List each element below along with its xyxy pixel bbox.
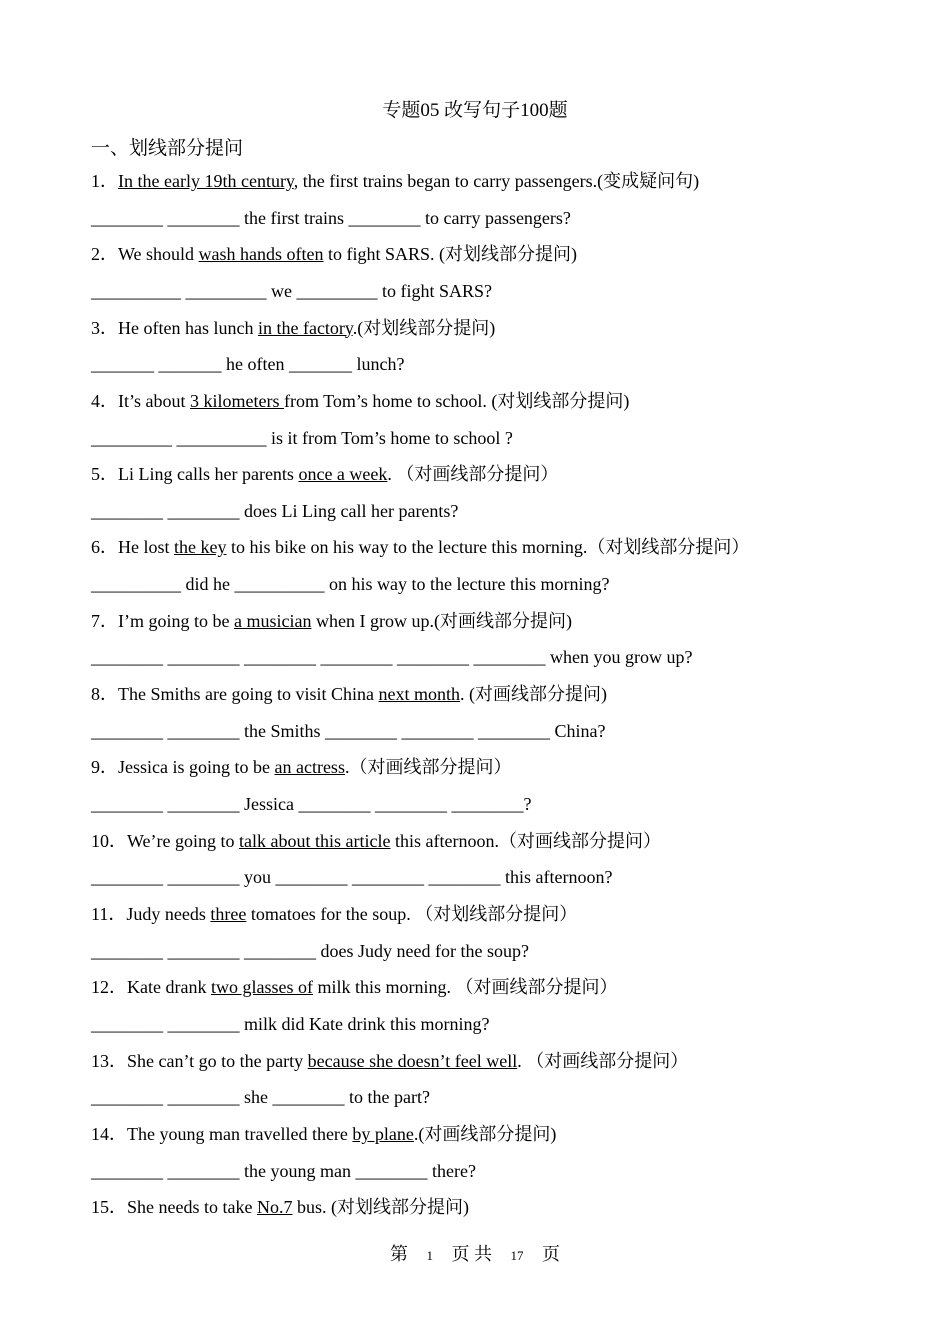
sentence-text: We should: [118, 244, 199, 265]
question-list: [91, 168, 891, 1267]
sentence-text: milk this morning. （对画线部分提问）: [312, 977, 618, 998]
answer-blank-line: __________ _________ we _________ to fight SARS?: [91, 280, 493, 301]
footer-page-number: 1: [426, 1248, 433, 1263]
underlined-phrase: two glasses of: [210, 977, 313, 998]
sentence-text: . （对画线部分提问）: [387, 464, 559, 485]
question-item: [91, 901, 891, 974]
underlined-phrase: by plane: [352, 1123, 414, 1144]
sentence-text: I’m going to be: [118, 610, 234, 631]
question-sentence: [91, 241, 891, 278]
question-sentence: [91, 1194, 891, 1231]
underlined-phrase: an actress: [274, 757, 345, 778]
sentence-text: .(对划线部分提问): [352, 317, 496, 338]
question-item: [91, 461, 891, 534]
page-footer: [0, 1240, 950, 1266]
question-sentence: [91, 461, 891, 498]
underlined-phrase: next month: [378, 684, 460, 705]
question-number: 12．: [91, 977, 127, 998]
question-sentence: [91, 1121, 891, 1158]
sentence-text: She can’t go to the party: [127, 1050, 308, 1071]
underlined-phrase: once a week: [298, 464, 388, 485]
underlined-phrase: wash hands often: [198, 244, 324, 265]
answer-blank-line: ________ ________ Jessica ________ ________ ________?: [91, 794, 532, 815]
footer-total-pages: 17: [510, 1248, 524, 1263]
question-item: [91, 1048, 891, 1121]
question-item: [91, 608, 891, 681]
question-sentence: [91, 901, 891, 938]
answer-blank-line: ________ ________ the Smiths ________ ________ ________ China?: [91, 720, 606, 741]
underlined-phrase: In the early 19th century: [118, 171, 294, 191]
footer-prefix: 第: [390, 1244, 408, 1264]
sentence-text: Li Ling calls her parents: [118, 464, 299, 485]
question-sentence: [91, 608, 891, 645]
sentence-text: , the first trains began to carry passengers.(变成疑问句): [293, 171, 700, 191]
answer-blank-line: ________ ________ she ________ to the part?: [91, 1087, 430, 1108]
answer-blank-line: ________ ________ ________ does Judy need for the soup?: [91, 940, 529, 961]
underlined-phrase: the key: [174, 537, 227, 558]
sentence-text: bus. (对划线部分提问): [292, 1197, 469, 1218]
question-sentence: [91, 1048, 891, 1085]
question-sentence: [91, 388, 891, 425]
question-number: 8．: [91, 684, 118, 705]
answer-blank-line: ________ ________ the young man ________ there?: [91, 1160, 476, 1181]
sentence-text: Judy needs: [126, 903, 211, 924]
question-number: 11．: [91, 903, 127, 924]
sentence-text: The young man travelled there: [127, 1123, 353, 1144]
question-sentence: [91, 828, 891, 865]
question-number: 5．: [91, 464, 118, 485]
sentence-text: tomatoes for the soup. （对划线部分提问）: [246, 903, 578, 924]
question-number: 4．: [91, 390, 118, 411]
question-item: [91, 754, 891, 827]
question-item: [91, 828, 891, 901]
underlined-phrase: because she doesn’t feel well: [307, 1050, 518, 1071]
question-item: [91, 241, 891, 314]
sentence-text: . (对画线部分提问): [459, 684, 607, 705]
question-sentence: [91, 754, 891, 791]
sentence-text: The Smiths are going to visit China: [118, 684, 379, 705]
question-sentence: [91, 974, 891, 1011]
question-number: 9．: [91, 757, 118, 778]
question-number: 6．: [91, 537, 118, 558]
sentence-text: this afternoon.（对画线部分提问）: [390, 830, 661, 851]
sentence-text: to his bike on his way to the lecture this morning.（对划线部分提问）: [226, 537, 750, 558]
sentence-text: when I grow up.(对画线部分提问): [311, 610, 572, 631]
answer-blank-line: ________ ________ does Li Ling call her parents?: [91, 500, 459, 521]
underlined-phrase: talk about this article: [239, 830, 391, 851]
question-number: 10．: [91, 830, 127, 851]
sentence-text: It’s about: [118, 390, 190, 411]
answer-blank-line: ________ ________ you ________ ________ ________ this afternoon?: [91, 867, 613, 888]
question-item: [91, 388, 891, 461]
question-number: 15．: [91, 1197, 127, 1218]
underlined-phrase: three: [210, 903, 247, 924]
answer-blank-line: _______ _______ he often _______ lunch?: [91, 354, 405, 375]
sentence-text: .(对画线部分提问): [413, 1123, 557, 1144]
sentence-text: We’re going to: [127, 830, 240, 851]
question-item: [91, 681, 891, 754]
question-number: 7．: [91, 610, 118, 631]
question-number: 3．: [91, 317, 118, 338]
question-number: 1．: [91, 171, 118, 191]
underlined-phrase: a musician: [233, 610, 312, 631]
sentence-text: She needs to take: [127, 1197, 257, 1218]
underlined-phrase: No.7: [256, 1197, 293, 1218]
question-number: 2．: [91, 244, 118, 265]
sentence-text: Kate drank: [127, 977, 211, 998]
question-item: [91, 534, 891, 607]
underlined-phrase: in the factory: [257, 317, 353, 338]
sentence-text: to fight SARS. (对划线部分提问): [323, 244, 578, 265]
question-sentence: [91, 534, 891, 571]
underlined-phrase: 3 kilometers: [190, 390, 284, 411]
question-sentence: [91, 681, 891, 718]
question-item: [91, 168, 891, 241]
question-sentence: [91, 315, 891, 352]
question-item: [91, 974, 891, 1047]
answer-blank-line: ________ ________ ________ ________ ________ ________ when you grow up?: [91, 647, 693, 668]
footer-suffix: 页: [542, 1244, 560, 1264]
answer-blank-line: ________ ________ the first trains ________ to carry passengers?: [91, 207, 571, 228]
question-number: 13．: [91, 1050, 127, 1071]
page-title: 专题05 改写句子100题: [382, 100, 568, 121]
sentence-text: He often has lunch: [118, 317, 258, 338]
answer-blank-line: ________ ________ milk did Kate drink this morning?: [91, 1013, 490, 1034]
footer-mid: 页 共: [451, 1244, 492, 1264]
sentence-text: . （对画线部分提问）: [517, 1050, 689, 1071]
question-item: [91, 1121, 891, 1194]
question-item: [91, 315, 891, 388]
sentence-text: Jessica is going to be: [118, 757, 275, 778]
sentence-text: from Tom’s home to school. (对划线部分提问): [283, 390, 630, 411]
question-number: 14．: [91, 1123, 127, 1144]
sentence-text: .（对画线部分提问）: [344, 757, 512, 778]
question-sentence: [91, 168, 891, 205]
answer-blank-line: __________ did he __________ on his way to the lecture this morning?: [91, 574, 610, 595]
section-heading: 一、划线部分提问: [91, 138, 244, 159]
answer-blank-line: _________ __________ is it from Tom’s home to school ?: [91, 427, 513, 448]
sentence-text: He lost: [118, 537, 174, 558]
